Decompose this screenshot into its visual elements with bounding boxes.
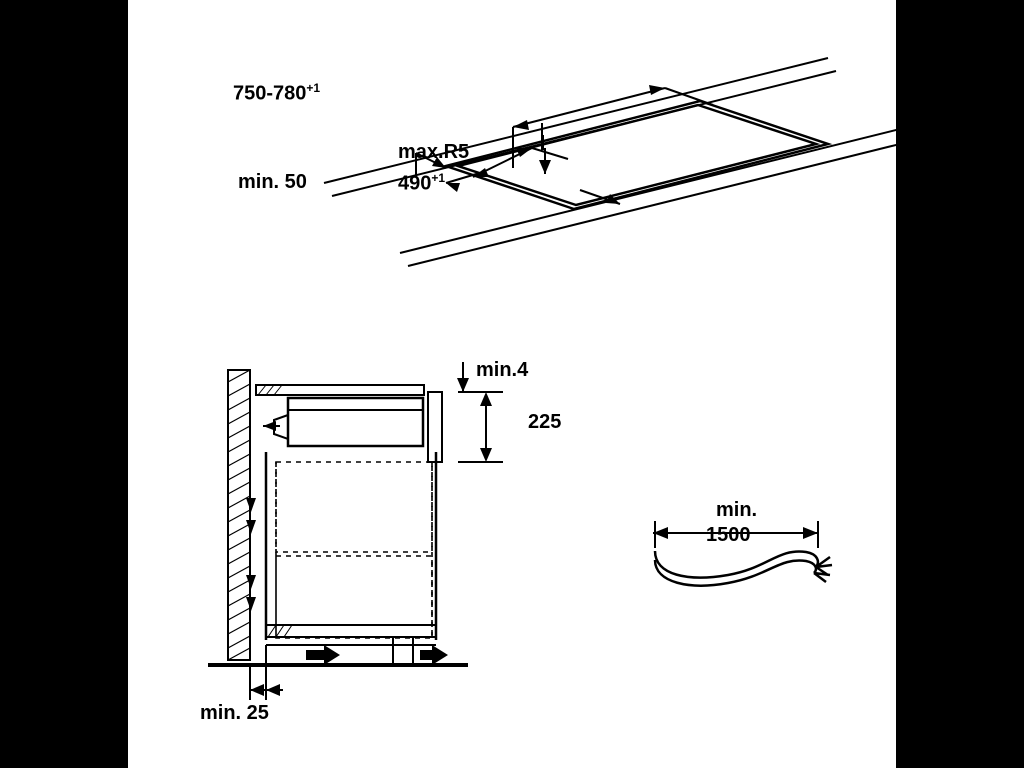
appliance-right-strip — [428, 392, 442, 462]
diagram-vector-art — [128, 0, 896, 768]
cutout-inner — [458, 105, 816, 205]
dim-min25 — [250, 645, 283, 700]
label-depth: $490^{+1}$ — [398, 171, 446, 195]
airflow-arrows-base — [306, 645, 448, 665]
dim-maxr5-arrow — [539, 148, 551, 174]
label-edge-distance: min. 50 — [238, 171, 307, 193]
label-wall-distance: min. 25 — [200, 702, 269, 724]
appliance-top-block — [263, 398, 423, 446]
wall-column — [228, 370, 250, 660]
worktop-slab — [256, 385, 424, 395]
label-corner-radius: max.R5 — [398, 141, 470, 163]
label-top-gap: min.4 — [476, 359, 529, 381]
label-cable-prefix: min. — [716, 499, 758, 521]
dim-min4-arrow — [457, 362, 469, 392]
appliance-dashed-body — [276, 462, 432, 638]
diagram-canvas — [128, 0, 896, 768]
label-height: 225 — [528, 411, 562, 433]
label-width: $750-780^{+1}$ — [233, 81, 321, 105]
label-cable-value: 1500 — [706, 524, 751, 546]
cable-shape — [655, 551, 832, 586]
dim-225 — [458, 392, 503, 462]
appliance-base — [266, 625, 436, 663]
